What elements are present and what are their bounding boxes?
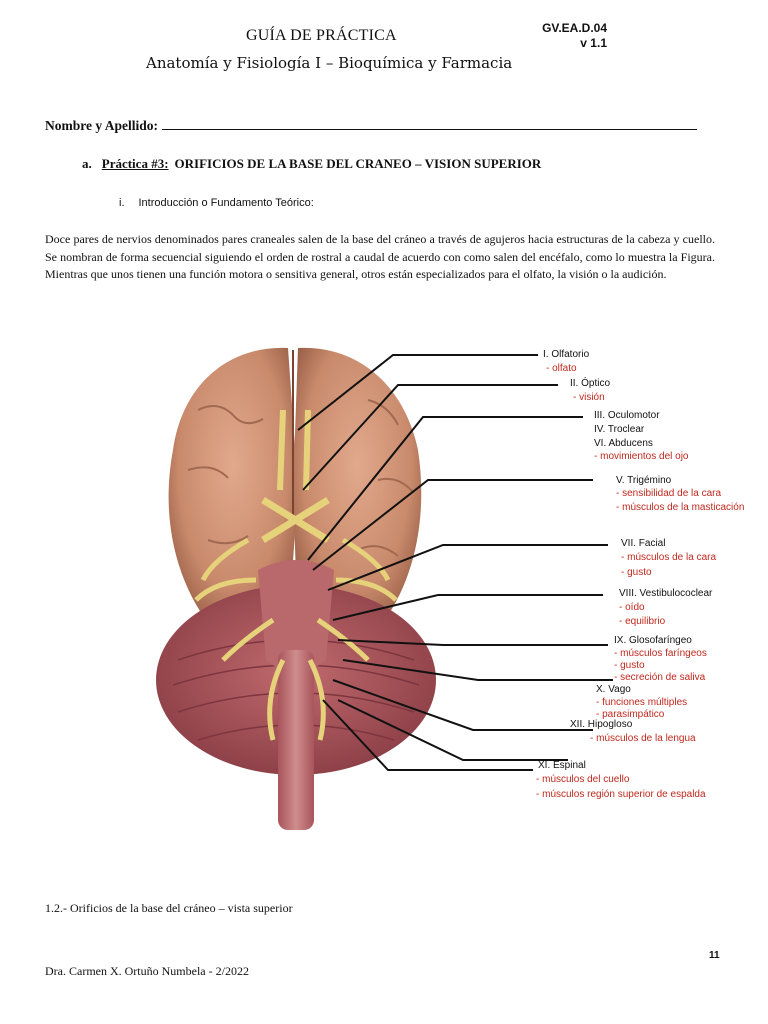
document-code-block [529,21,607,51]
nerve-label-glosofaringeo: IX. Glosofaríngeo [614,635,692,646]
nerve-fn-optico: - visión [573,392,605,403]
footer-author: Dra. Carmen X. Ortuño Numbela - 2/2022 [45,964,249,978]
nerve-label-optico: II. Óptico [570,378,611,389]
nerve-label-troclear: IV. Troclear [594,424,645,435]
intro-heading [119,197,314,209]
intro-title: Introducción o Fundamento Teórico: [138,197,314,209]
page-number: 11 [709,950,720,961]
spinal-cord-shape [278,650,314,830]
nerve-fn-abducens: - movimientos del ojo [594,451,689,462]
name-blank-line [162,117,697,130]
nerve-label-espinal: XI. Espinal [538,760,586,771]
brain-illustration [156,348,436,830]
practice-title: ORIFICIOS DE LA BASE DEL CRANEO – VISION SUPERIOR [174,156,542,171]
nerve-fn-glosofaringeo-2: - gusto [614,660,645,671]
practice-marker: a. [82,156,92,171]
figure-caption: 1.2.- Orificios de la base del cráneo – vista superior [45,901,293,915]
nerve-label-abducens: VI. Abducens [594,438,653,449]
nerve-label-vago: X. Vago [596,684,631,695]
nerve-fn-vestibulococlear-2: - equilibrio [619,616,666,627]
name-field-row [45,117,697,134]
intro-paragraph: Doce pares de nervios denominados pares craneales salen de la base del cráneo a través de agujeros hacia estructuras de la cabeza y cuello. Se nombran de forma secuencial siguiendo el orden de rostral a caudal de acuerdo con como salen del encéfalo, como lo muestra la Figura. Mientras que unos tienen una función motora o sensitiva general, otros están especializados para el olfato, la visión o la audición. [45,232,715,281]
intro-marker: i. [119,197,125,209]
nerve-fn-vago-2: - parasimpático [596,709,665,720]
document-title: GUÍA DE PRÁCTICA [246,27,397,44]
practice-label: Práctica #3: [101,156,169,171]
nerve-fn-olfatorio: - olfato [546,363,577,374]
document-subtitle: Anatomía y Fisiología I – Bioquímica y Farmacia [146,54,513,72]
nerve-fn-trigemino-1: - sensibilidad de la cara [616,488,722,499]
nerve-label-hipogloso: XII. Hipogloso [570,719,633,730]
practice-heading [82,156,541,172]
nerve-label-olfatorio: I. Olfatorio [543,349,590,360]
document-code: GV.EA.D.04 [542,21,607,35]
nerve-fn-facial-2: - gusto [621,567,652,578]
nerve-fn-espinal-1: - músculos del cuello [536,774,630,785]
nerve-fn-hipogloso: - músculos de la lengua [590,733,696,744]
nerve-fn-glosofaringeo-1: - músculos faríngeos [614,648,707,659]
nerve-fn-vestibulococlear-1: - oído [619,602,645,613]
brain-base-figure [138,340,758,830]
name-label: Nombre y Apellido: [45,118,159,133]
nerve-fn-glosofaringeo-3: - secreción de saliva [614,672,706,683]
nerve-fn-espinal-2: - músculos región superior de espalda [536,789,706,800]
nerve-fn-trigemino-2: - músculos de la masticación [616,502,745,513]
document-version: v 1.1 [580,36,607,50]
nerve-label-facial: VII. Facial [621,538,666,549]
nerve-label-trigemino: V. Trigémino [616,475,672,486]
nerve-label-vestibulococlear: VIII. Vestibulococlear [619,588,713,599]
nerve-label-oculomotor: III. Oculomotor [594,410,660,421]
nerve-fn-vago-1: - funciones múltiples [596,697,688,708]
nerve-fn-facial-1: - músculos de la cara [621,552,717,563]
